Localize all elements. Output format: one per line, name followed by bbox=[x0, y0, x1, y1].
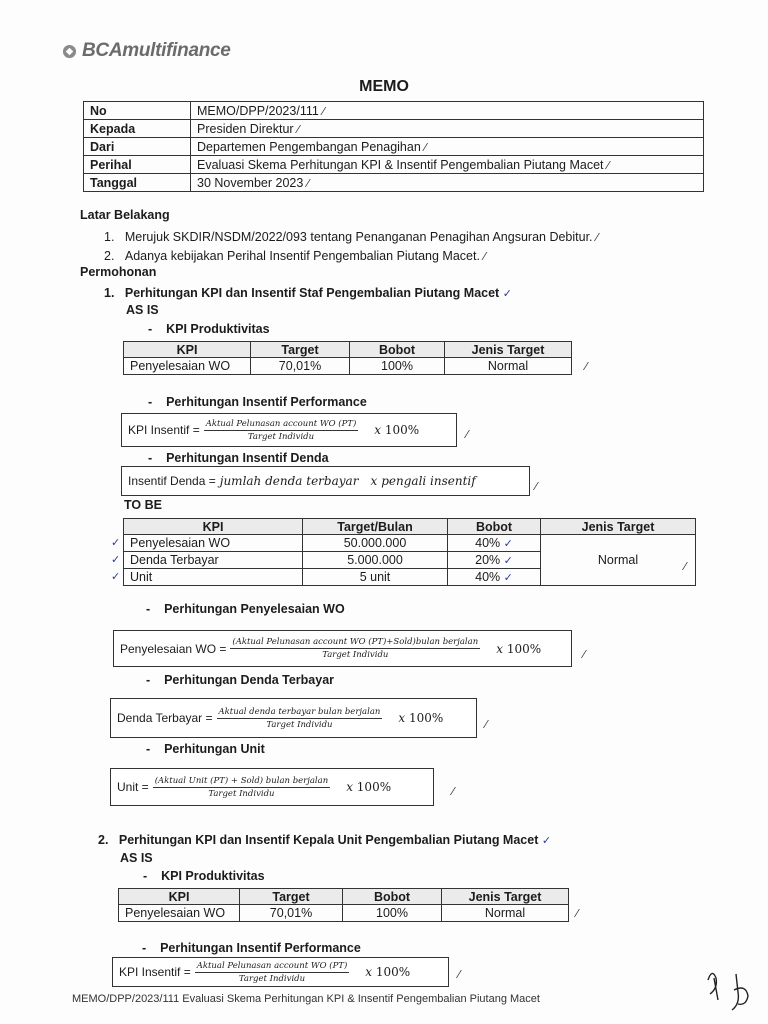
section1-perf-formula: KPI Insentif = $\frac{\text{Aktual Pelunasan account WO (PT)}}{\text{Target Individu}}$ x 100% bbox=[121, 413, 457, 447]
check-mark-icon: ✓ bbox=[111, 570, 121, 583]
table-header: Jenis Target bbox=[445, 342, 572, 358]
section1-kpi-table bbox=[123, 341, 572, 375]
header-value: Evaluasi Skema Perhitungan KPI & Insentif Pengembalian Piutang Macet ⁄ bbox=[191, 156, 704, 174]
header-value: Presiden Direktur ⁄ bbox=[191, 120, 704, 138]
table-header: KPI bbox=[124, 519, 303, 535]
section1-denda-title: - Perhitungan Insentif Denda bbox=[148, 451, 329, 465]
header-row bbox=[84, 156, 704, 174]
section1-to-be: TO BE bbox=[124, 498, 162, 512]
table-cell: Normal bbox=[442, 905, 569, 922]
header-label: Perihal bbox=[84, 156, 191, 174]
header-row bbox=[84, 120, 704, 138]
permohonan-heading: Permohonan bbox=[80, 265, 157, 279]
header-row bbox=[84, 138, 704, 156]
section1-pdt-title: - Perhitungan Denda Terbayar bbox=[146, 673, 335, 687]
table-header: Bobot bbox=[448, 519, 541, 535]
pen-mark: ⁄ bbox=[452, 785, 454, 798]
table-cell: Penyelesaian WO bbox=[119, 905, 240, 922]
section2-kpi-table bbox=[118, 888, 569, 922]
table-cell: 20% ✓ bbox=[448, 552, 541, 569]
latar-belakang-heading: Latar Belakang bbox=[80, 208, 170, 222]
header-value: Departemen Pengembangan Penagihan ⁄ bbox=[191, 138, 704, 156]
table-cell: 40% ✓ bbox=[448, 569, 541, 586]
section2-kpi-produktivitas: - KPI Produktivitas bbox=[143, 869, 265, 883]
table-header: KPI bbox=[119, 889, 240, 905]
header-value: 30 November 2023 ⁄ bbox=[191, 174, 704, 192]
pen-mark: ⁄ bbox=[576, 907, 578, 920]
header-value: MEMO/DPP/2023/111 ⁄ bbox=[191, 102, 704, 120]
table-cell: 70,01% bbox=[251, 358, 350, 375]
pen-mark: ⁄ bbox=[466, 428, 468, 441]
section1-tobe-table bbox=[123, 518, 696, 586]
table-cell: 5 unit bbox=[303, 569, 448, 586]
pen-mark: ⁄ bbox=[535, 480, 537, 493]
header-row bbox=[84, 102, 704, 120]
table-cell: Unit bbox=[124, 569, 303, 586]
header-label: Tanggal bbox=[84, 174, 191, 192]
section1-pu-formula: Unit = $\frac{\text{(Aktual Unit (PT) + Sold) bulan berjalan}}{\text{Target Individu}}$ x 100% bbox=[110, 768, 434, 806]
table-row bbox=[124, 535, 696, 552]
table-cell: Normal bbox=[541, 535, 696, 586]
section2-as-is: AS IS bbox=[120, 851, 153, 865]
memo-header-table bbox=[83, 101, 704, 192]
table-cell: 5.000.000 bbox=[303, 552, 448, 569]
table-row bbox=[124, 358, 572, 375]
section1-pdt-formula: Denda Terbayar = $\frac{\text{Aktual denda terbayar bulan berjalan}}{\text{Target Individu}}$ x 100% bbox=[110, 698, 477, 738]
section1-perf-title: - Perhitungan Insentif Performance bbox=[148, 395, 367, 409]
table-header: Bobot bbox=[343, 889, 442, 905]
table-cell: 100% bbox=[343, 905, 442, 922]
table-header: KPI bbox=[124, 342, 251, 358]
table-cell: 50.000.000 bbox=[303, 535, 448, 552]
section1-title: 1. Perhitungan KPI dan Insentif Staf Pengembalian Piutang Macet ✓ bbox=[104, 286, 512, 300]
table-cell: Penyelesaian WO bbox=[124, 535, 303, 552]
table-header: Jenis Target bbox=[541, 519, 696, 535]
section2-title: 2. Perhitungan KPI dan Insentif Kepala Unit Pengembalian Piutang Macet ✓ bbox=[98, 833, 552, 847]
section2-perf-formula: KPI Insentif = $\frac{\text{Aktual Pelunasan account WO (PT)}}{\text{Target Individu}}$ x 100% bbox=[112, 957, 449, 987]
table-header: Jenis Target bbox=[442, 889, 569, 905]
section2-perf-title: - Perhitungan Insentif Performance bbox=[142, 941, 361, 955]
pen-mark: ⁄ bbox=[684, 560, 686, 573]
logo-emblem-icon bbox=[62, 44, 77, 59]
latar-item: 2. Adanya kebijakan Perihal Insentif Pengembalian Piutang Macet. ⁄ bbox=[104, 249, 486, 263]
logo-text: BCAmultifinance bbox=[82, 40, 231, 61]
table-header: Bobot bbox=[350, 342, 445, 358]
handwritten-signature-icon bbox=[700, 960, 760, 1020]
memo-title: MEMO bbox=[359, 78, 409, 95]
table-header: Target bbox=[251, 342, 350, 358]
header-row bbox=[84, 174, 704, 192]
table-cell: Normal bbox=[445, 358, 572, 375]
table-row bbox=[119, 905, 569, 922]
section1-pwo-title: - Perhitungan Penyelesaian WO bbox=[146, 602, 345, 616]
table-cell: Denda Terbayar bbox=[124, 552, 303, 569]
check-mark-icon: ✓ bbox=[111, 536, 121, 549]
section1-as-is: AS IS bbox=[126, 303, 159, 317]
check-mark-icon: ✓ bbox=[111, 553, 121, 566]
table-cell: 70,01% bbox=[240, 905, 343, 922]
table-cell: 100% bbox=[350, 358, 445, 375]
table-cell: 40% ✓ bbox=[448, 535, 541, 552]
section1-pu-title: - Perhitungan Unit bbox=[146, 742, 265, 756]
table-header: Target/Bulan bbox=[303, 519, 448, 535]
section1-pwo-formula: Penyelesaian WO = $\frac{\text{(Aktual Pelunasan account WO (PT)+Sold)bulan berjalan}}{\text{Target Individu}}$ x 100% bbox=[113, 630, 572, 667]
table-cell: Penyelesaian WO bbox=[124, 358, 251, 375]
company-logo bbox=[62, 40, 231, 62]
pen-mark: ⁄ bbox=[585, 360, 587, 373]
latar-item: 1. Merujuk SKDIR/NSDM/2022/093 tentang Penanganan Penagihan Angsuran Debitur. ⁄ bbox=[104, 230, 598, 244]
table-header: Target bbox=[240, 889, 343, 905]
pen-mark: ⁄ bbox=[458, 968, 460, 981]
pen-mark: ⁄ bbox=[485, 718, 487, 731]
section1-kpi-produktivitas: - KPI Produktivitas bbox=[148, 322, 270, 336]
header-label: Kepada bbox=[84, 120, 191, 138]
page-footer: MEMO/DPP/2023/111 Evaluasi Skema Perhitungan KPI & Insentif Pengembalian Piutang Macet bbox=[72, 993, 540, 1005]
header-label: No bbox=[84, 102, 191, 120]
section1-denda-formula: Insentif Denda = jumlah denda terbayar x pengali insentif bbox=[121, 466, 530, 496]
header-label: Dari bbox=[84, 138, 191, 156]
pen-mark: ⁄ bbox=[583, 648, 585, 661]
